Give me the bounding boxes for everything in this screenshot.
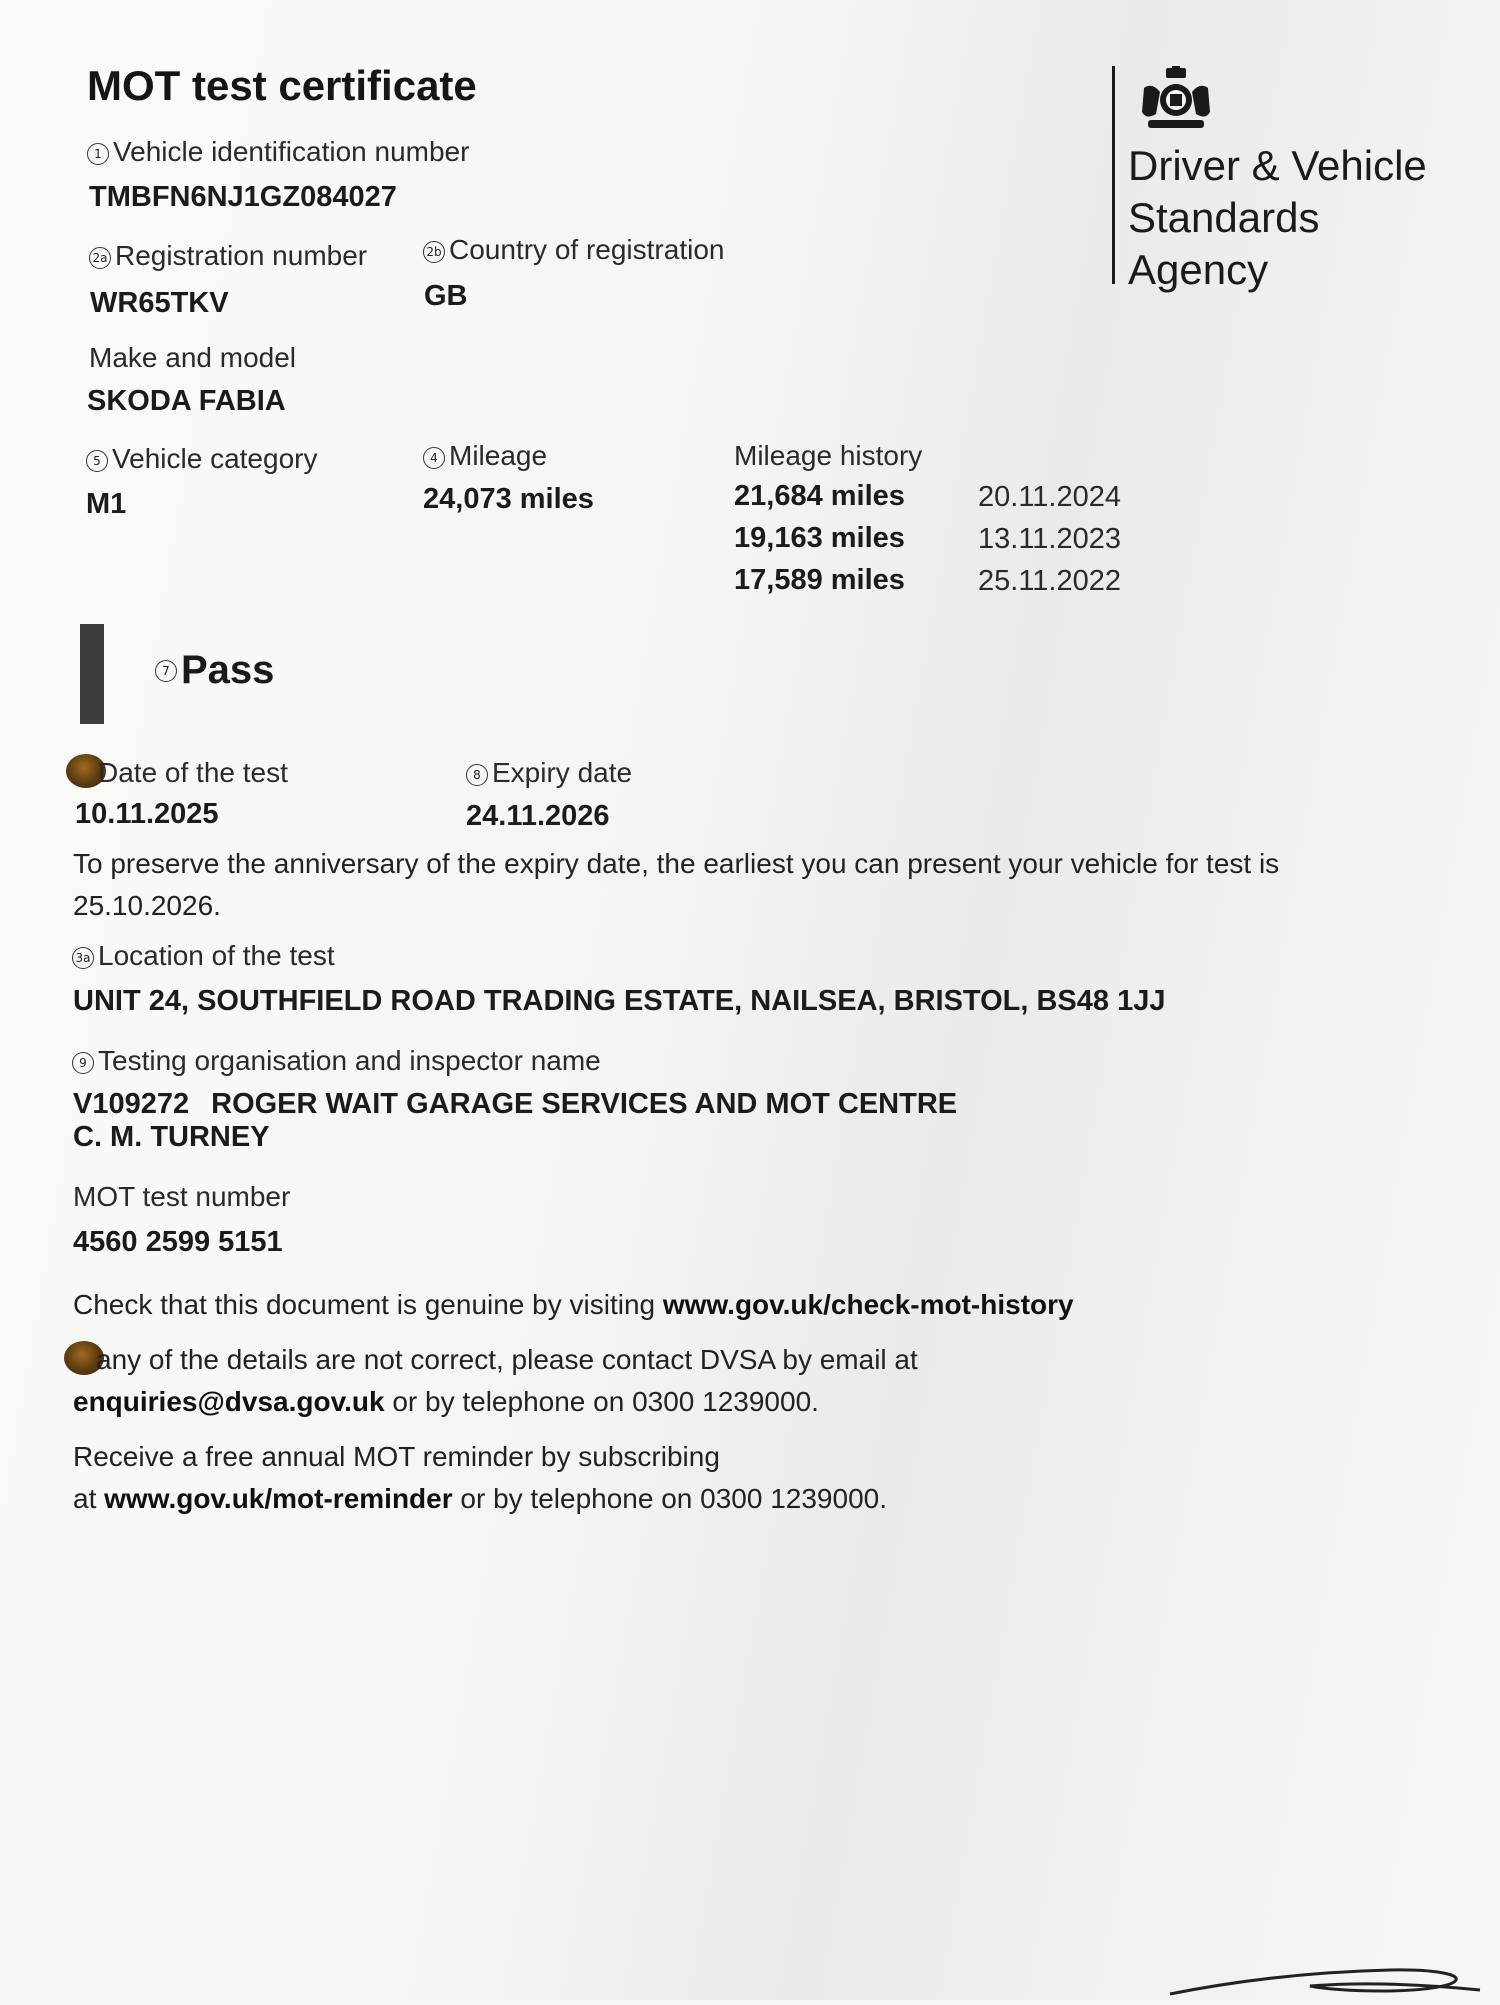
agency-name: [1128, 140, 1427, 296]
organisation-code: V109272: [73, 1088, 190, 1120]
field-number-badge: 2a: [89, 247, 111, 269]
location-value: UNIT 24, SOUTHFIELD ROAD TRADING ESTATE, NAILSEA, BRISTOL, BS48 1JJ: [73, 985, 1166, 1017]
expiry-date-value: 24.11.2026: [466, 800, 610, 832]
history-date: 25.11.2022: [978, 565, 1121, 597]
organisation-value: [73, 1088, 957, 1121]
mot-reminder-link[interactable]: www.gov.uk/mot-reminder: [104, 1483, 453, 1514]
test-date-value: 10.11.2025: [75, 798, 219, 830]
field-number-badge: 3a: [72, 947, 94, 969]
royal-crest-icon: [1134, 66, 1218, 137]
test-date-label: Date of the test: [66, 754, 288, 789]
vehicle-category-value: M1: [86, 488, 127, 520]
expiry-date-label: 8 Expiry date: [466, 757, 632, 789]
country-value: GB: [424, 280, 468, 312]
signature-scribble: [1160, 1950, 1490, 2005]
agency-line-2: Standards: [1128, 194, 1320, 241]
genuine-check-text: Check that this document is genuine by visiting www.gov.uk/check-mot-history: [73, 1289, 1074, 1320]
agency-line-3: Agency: [1128, 246, 1269, 293]
mileage-history-list: [734, 480, 1154, 606]
agency-line-1: Driver & Vehicle: [1128, 142, 1427, 189]
history-date: 20.11.2024: [978, 481, 1121, 513]
field-number-badge: 8: [466, 764, 488, 786]
mileage-history-row: [734, 522, 1154, 564]
field-number-badge: 5: [86, 450, 108, 472]
registration-value: WR65TKV: [90, 287, 229, 319]
make-model-value: SKODA FABIA: [87, 385, 286, 417]
contact-email-link[interactable]: enquiries@dvsa.gov.uk: [73, 1386, 385, 1417]
page-title: MOT test certificate: [87, 62, 477, 109]
field-number-badge: 9: [72, 1052, 94, 1074]
test-number-label: MOT test number: [73, 1181, 291, 1212]
field-number-badge: 1: [87, 143, 109, 165]
mileage-value: 24,073 miles: [423, 483, 594, 515]
check-mot-history-link[interactable]: www.gov.uk/check-mot-history: [662, 1289, 1074, 1320]
field-number-badge: 4: [423, 447, 445, 469]
inspector-name: C. M. TURNEY: [73, 1121, 270, 1153]
dvsa-divider: [1112, 66, 1115, 284]
anniversary-note: To preserve the anniversary of the expiry date, the earliest you can present your vehicle for test is 25.10.2026.: [73, 848, 1280, 921]
mileage-history-label: Mileage history: [734, 440, 923, 471]
contact-text: any of the details are not correct, please contact DVSA by email at enquiries@dvsa.gov.uk or by telephone on 0300 1239000.: [64, 1339, 918, 1423]
mileage-label: 4 Mileage: [423, 440, 547, 472]
field-number-badge: 7: [155, 660, 177, 682]
test-number-value: 4560 2599 5151: [73, 1226, 283, 1258]
vin-label: 1 Vehicle identification number: [87, 136, 469, 168]
vin-value: TMBFN6NJ1GZ084027: [89, 181, 397, 213]
result-bar: [80, 624, 104, 724]
vehicle-category-label: 5 Vehicle category: [86, 443, 317, 475]
mileage-history-row: [734, 564, 1154, 606]
organisation-name: ROGER WAIT GARAGE SERVICES AND MOT CENTRE: [211, 1088, 958, 1120]
test-result: 7 Pass: [155, 648, 274, 693]
mileage-history-row: [734, 480, 1154, 522]
history-miles: 19,163 miles: [734, 522, 905, 554]
reminder-text: Receive a free annual MOT reminder by subscribing at www.gov.uk/mot-reminder or by telephone on 0300 1239000.: [73, 1441, 887, 1514]
field-number-badge: 2b: [423, 241, 445, 263]
make-model-label: Make and model: [89, 342, 297, 373]
history-miles: 21,684 miles: [734, 480, 905, 512]
registration-label: 2a Registration number: [89, 240, 367, 272]
organisation-label: 9 Testing organisation and inspector name: [72, 1045, 601, 1077]
location-label: 3a Location of the test: [72, 940, 335, 972]
history-date: 13.11.2023: [978, 523, 1121, 555]
country-label: 2b Country of registration: [423, 234, 724, 266]
history-miles: 17,589 miles: [734, 564, 905, 596]
